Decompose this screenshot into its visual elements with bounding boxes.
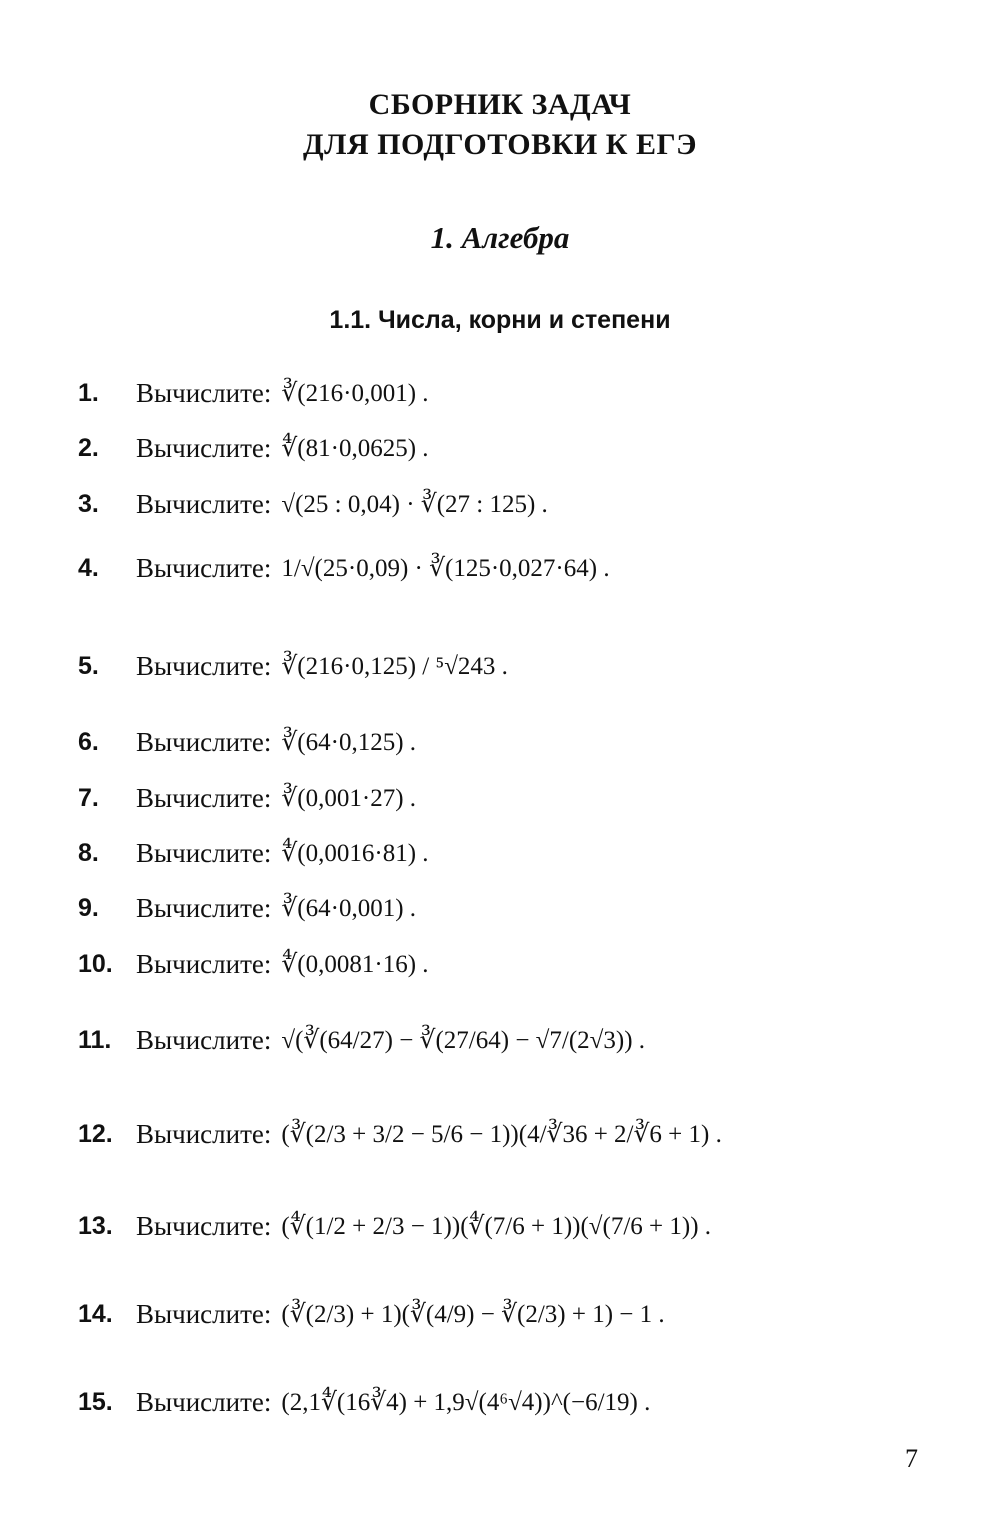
problem-expression: √(∛(64/27) − ∛(27/64) − √7/(2√3)) .: [281, 1027, 646, 1054]
problem-7: [78, 778, 958, 818]
page-number: 7: [905, 1444, 918, 1473]
book-title-line1: СБОРНИК ЗАДАЧ: [368, 88, 632, 121]
problem-number: 10.: [78, 949, 113, 978]
problem-number: 9.: [78, 893, 99, 922]
problem-number: 2.: [78, 433, 99, 462]
problem-expression: ∛(64·0,125) .: [281, 729, 417, 756]
problem-expression: ∜(81·0,0625) .: [281, 435, 429, 462]
problem-number: 14.: [78, 1299, 113, 1328]
book-title-line2: ДЛЯ ПОДГОТОВКИ К ЕГЭ: [303, 128, 697, 161]
problem-label: Вычислите:: [136, 650, 272, 681]
problem-2: [78, 428, 958, 468]
problem-expression: (∛(2/3) + 1)(∛(4/9) − ∛(2/3) + 1) − 1 .: [281, 1301, 665, 1328]
problem-3: [78, 484, 958, 524]
problem-expression: ∜(0,0016·81) .: [281, 840, 429, 867]
problem-expression: √(25 : 0,04) · ∛(27 : 125) .: [281, 491, 548, 518]
problem-9: [78, 888, 958, 928]
problem-expression: 1/√(25·0,09) · ∛(125·0,027·64) .: [281, 555, 610, 582]
problem-1: [78, 373, 958, 413]
problem-label: Вычислите:: [136, 552, 272, 583]
problem-number: 6.: [78, 727, 99, 756]
problem-expression: (∜(1/2 + 2/3 − 1))(∜(7/6 + 1))(√(7/6 + 1)) .: [281, 1213, 712, 1240]
problem-11: [78, 1020, 958, 1060]
problem-12: [78, 1114, 958, 1154]
problem-label: Вычислите:: [136, 782, 272, 813]
problem-label: Вычислите:: [136, 892, 272, 923]
problem-number: 8.: [78, 838, 99, 867]
problem-label: Вычислите:: [136, 1298, 272, 1329]
problem-label: Вычислите:: [136, 837, 272, 868]
problem-label: Вычислите:: [136, 1024, 272, 1055]
problem-number: 11.: [78, 1025, 112, 1054]
subsection-title: 1.1. Числа, корни и степени: [329, 306, 671, 334]
problem-expression: ∜(0,0081·16) .: [281, 951, 429, 978]
section-title: 1. Алгебра: [430, 220, 570, 255]
problem-14: [78, 1294, 958, 1334]
problem-label: Вычислите:: [136, 1210, 272, 1241]
problem-6: [78, 722, 958, 762]
problem-10: [78, 944, 958, 984]
problem-expression: (2,1∜(16∛4) + 1,9√(4⁶√4))^(−6/19) .: [281, 1389, 651, 1416]
problem-13: [78, 1206, 958, 1246]
problem-expression: ∛(0,001·27) .: [281, 785, 417, 812]
problem-number: 4.: [78, 553, 99, 582]
problem-number: 5.: [78, 651, 99, 680]
problem-expression: ∛(216·0,125) / ⁵√243 .: [281, 653, 508, 680]
problem-expression: ∛(216·0,001) .: [281, 380, 429, 407]
problem-8: [78, 833, 958, 873]
problem-label: Вычислите:: [136, 1118, 272, 1149]
problem-4: [78, 548, 958, 588]
problem-label: Вычислите:: [136, 948, 272, 979]
problem-expression: (∛(2/3 + 3/2 − 5/6 − 1))(4/∛36 + 2/∛6 + 1) .: [281, 1121, 722, 1148]
problem-number: 1.: [78, 378, 99, 407]
problem-label: Вычислите:: [136, 432, 272, 463]
problem-number: 7.: [78, 783, 99, 812]
problem-number: 15.: [78, 1387, 113, 1416]
problem-number: 13.: [78, 1211, 113, 1240]
problem-label: Вычислите:: [136, 1386, 272, 1417]
problem-label: Вычислите:: [136, 377, 272, 408]
problem-number: 12.: [78, 1119, 113, 1148]
problem-15: [78, 1382, 958, 1422]
problem-expression: ∛(64·0,001) .: [281, 895, 417, 922]
problem-label: Вычислите:: [136, 726, 272, 757]
problem-5: [78, 646, 958, 686]
problem-label: Вычислите:: [136, 488, 272, 519]
problem-number: 3.: [78, 489, 99, 518]
